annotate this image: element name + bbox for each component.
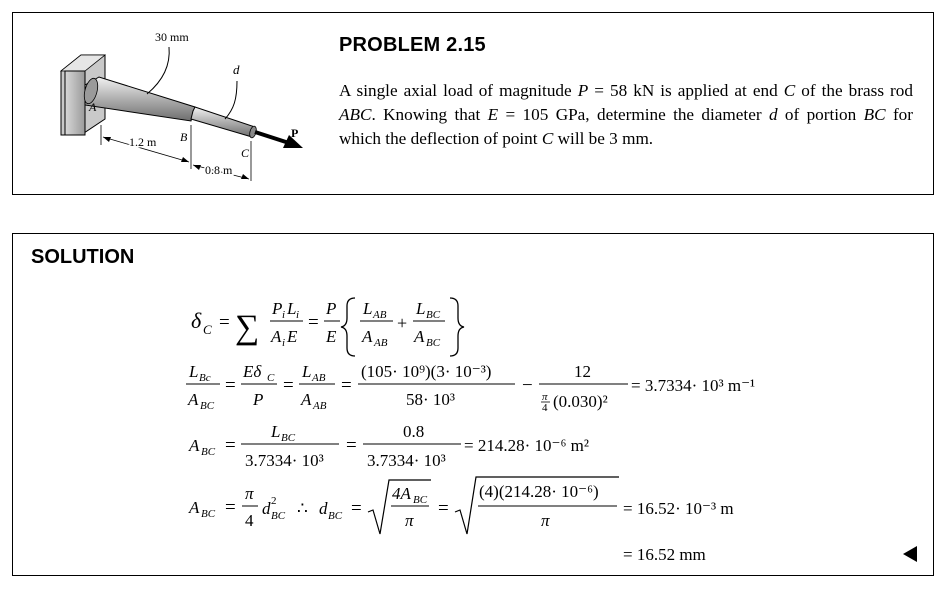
eq2-equals-2: =	[283, 375, 294, 396]
eq3-sub-bc-2: BC	[281, 432, 296, 444]
eq1-aab: A	[362, 327, 373, 346]
eq1-p: P	[326, 299, 337, 318]
eq1-equals-1: =	[219, 312, 230, 333]
label-b: B	[180, 130, 188, 144]
eq4-sub-bc: BC	[201, 508, 216, 520]
problem-panel	[12, 12, 934, 195]
equation-2	[186, 362, 755, 414]
eq3-l: L	[271, 422, 281, 441]
eq3-den-2: 3.7334· 10³	[367, 451, 446, 470]
eq1-sub-i-2: i	[296, 309, 300, 321]
eq1-sub-ab-2: AB	[374, 337, 388, 349]
eq2-minus: −	[522, 375, 533, 396]
eq2-denominator: 58· 10³	[406, 390, 456, 409]
solution-title: SOLUTION	[31, 246, 135, 268]
label-0-8m: 0.8 m	[205, 163, 233, 177]
label-p: P	[291, 126, 299, 140]
problem-statement: A single axial load of magnitude P = 58 kN is applied at end C of the brass rod ABC. Knowing that E = 105 GPa, determine the diameter d of portion BC for which the deflection of point C will be 3 mm.	[339, 81, 913, 148]
eq4-pi-3: π	[541, 511, 550, 530]
eq2-sub-bc: Bc	[199, 372, 211, 384]
eq1-li: L	[287, 299, 297, 318]
eq2-twelve: 12	[574, 362, 591, 381]
eq1-sub-bc-2: BC	[426, 337, 441, 349]
eq1-delta: δ	[191, 308, 202, 333]
eq1-sub-i-3: i	[282, 337, 286, 349]
eq4-sqrt1-num: 4A	[392, 484, 411, 503]
eq1-plus: +	[397, 313, 408, 333]
eq1-sub-i-1: i	[282, 309, 286, 321]
eq1-sub-c: C	[203, 322, 212, 337]
eq2-equals-1: =	[225, 375, 236, 396]
eq4-pi: π	[245, 484, 254, 503]
eq4-therefore: ∴	[297, 499, 308, 518]
eq2-numerator: (105· 10⁹)(3· 10⁻³)	[361, 362, 492, 381]
eq2-pi: π	[542, 391, 548, 403]
eq3-sub-bc: BC	[201, 446, 216, 458]
eq3-num2: 0.8	[403, 422, 425, 441]
eq1-ai: A	[271, 327, 282, 346]
eq4-equals-1: =	[225, 497, 236, 518]
eq1-lbc: L	[416, 299, 426, 318]
eq1-sub-ab-1: AB	[373, 309, 387, 321]
eq1-e2: E	[326, 327, 337, 346]
rod-segment-bc	[191, 107, 257, 139]
eq1-equals-2: =	[308, 312, 319, 333]
eq1-e: E	[287, 327, 298, 346]
eq4-sup2: 2	[271, 495, 277, 507]
eq1-lab: L	[363, 299, 373, 318]
eq3-result: = 214.28· 10⁻⁶ m²	[464, 436, 589, 455]
eq1-pi: P	[272, 299, 283, 318]
eq2-sub-bc-2: BC	[200, 400, 215, 412]
label-30mm: 30 mm	[155, 30, 189, 44]
eq2-four: 4	[542, 402, 548, 414]
equation-1	[191, 298, 464, 356]
rod-figure	[19, 19, 319, 194]
eq4-d2: d	[319, 499, 328, 518]
eq1-sum: ∑	[235, 309, 260, 346]
eq4-sub-bc-4: BC	[413, 494, 428, 506]
eq2-aab: A	[301, 390, 312, 409]
eq2-lab: L	[302, 362, 312, 381]
eq4-a: A	[189, 498, 200, 517]
eq2-den2: (0.030)²	[553, 392, 608, 411]
eq2-result: = 3.7334· 10³ m⁻¹	[631, 376, 756, 395]
equation-3	[188, 422, 589, 470]
eq3-a: A	[189, 436, 200, 455]
eq4-equals-2: =	[351, 498, 362, 519]
final-answer: = 16.52 mm	[623, 545, 706, 564]
equation-4	[188, 477, 734, 534]
eq2-edelta: Eδ	[243, 362, 262, 381]
eq2-l: L	[189, 362, 199, 381]
solution-equations	[13, 234, 913, 572]
eq4-sub-bc-2: BC	[271, 510, 286, 522]
label-a: A	[89, 100, 97, 114]
eq3-den-1: 3.7334· 10³	[245, 451, 324, 470]
eq2-sub-ab-2: AB	[313, 400, 327, 412]
eq2-sub-c: C	[267, 372, 275, 384]
eq4-sqrt2-num: (4)(214.28· 10⁻⁶)	[479, 482, 599, 501]
label-1-2m: 1.2 m	[129, 135, 157, 149]
solution-panel	[12, 233, 934, 576]
eq3-equals-1: =	[225, 435, 236, 456]
answer-marker-icon	[903, 546, 917, 562]
eq2-p: P	[253, 390, 264, 409]
eq4-pi-2: π	[405, 511, 414, 530]
eq1-sub-bc-1: BC	[426, 309, 441, 321]
eq4-d: d	[262, 499, 271, 518]
problem-title: PROBLEM 2.15	[339, 34, 486, 56]
eq4-sub-bc-3: BC	[328, 510, 343, 522]
eq2-sub-ab: AB	[312, 372, 326, 384]
label-c: C	[241, 146, 250, 160]
eq2-equals-3: =	[341, 375, 352, 396]
label-d: d	[233, 62, 240, 77]
eq2-a: A	[188, 390, 199, 409]
eq4-equals-3: =	[438, 498, 449, 519]
eq1-abc: A	[414, 327, 425, 346]
eq3-equals-2: =	[346, 435, 357, 456]
eq4-four: 4	[245, 511, 254, 530]
eq4-result: = 16.52· 10⁻³ m	[623, 499, 734, 518]
